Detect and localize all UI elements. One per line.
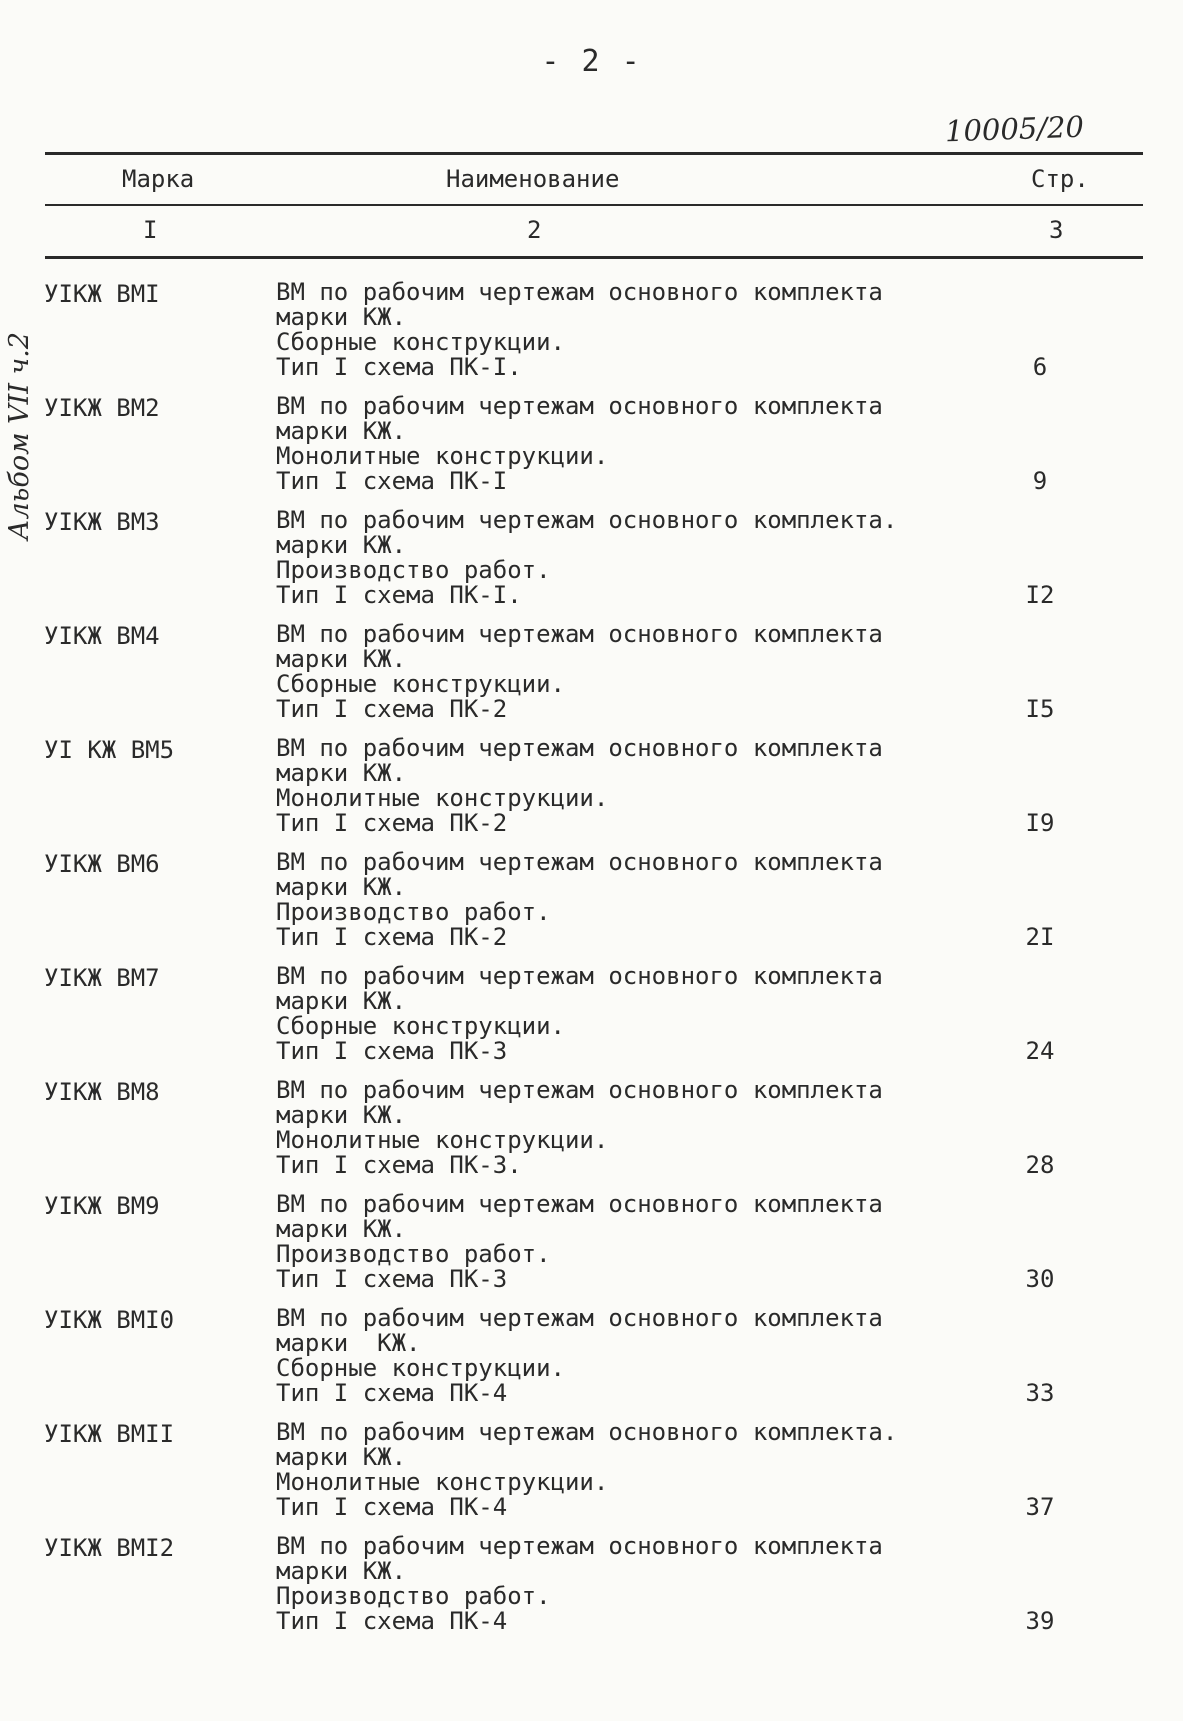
entry-page: I2 <box>1025 581 1055 609</box>
entry-line: ВМ по рабочим чертежам основного комплекта <box>276 278 883 306</box>
document-code: 10005/20 <box>944 109 1085 149</box>
entry-description <box>276 1534 883 1634</box>
entry-line: марки КЖ. <box>276 531 407 559</box>
entry-mark: УIКЖ ВМ4 <box>44 622 160 650</box>
entry-page: I5 <box>1025 695 1055 723</box>
entry-mark: УI КЖ ВМ5 <box>44 736 175 764</box>
entry-line: марки КЖ. <box>276 1443 407 1471</box>
entry-mark: УIКЖ ВМ8 <box>44 1078 160 1106</box>
entry-description <box>276 622 883 722</box>
entry-line: Тип I схема ПК-3 <box>276 1265 508 1293</box>
entry-line: ВМ по рабочим чертежам основного комплекта <box>276 962 883 990</box>
entry-line: Производство работ. <box>276 1582 551 1610</box>
entry-description <box>276 850 883 950</box>
column-number-1: I <box>143 216 158 244</box>
entry-page: 30 <box>1025 1265 1055 1293</box>
toc-entry <box>0 1416 1183 1530</box>
album-margin-note: Альбом VII ч.2 <box>4 331 35 540</box>
entry-line: ВМ по рабочим чертежам основного комплекта <box>276 392 883 420</box>
entry-line: Тип I схема ПК-3 <box>276 1037 508 1065</box>
entry-description <box>276 1420 897 1520</box>
entry-line: Тип I схема ПК-4 <box>276 1493 508 1521</box>
entry-description <box>276 280 883 380</box>
toc-entry <box>0 1188 1183 1302</box>
entry-line: марки КЖ. <box>276 873 407 901</box>
entry-line: марки КЖ. <box>276 1329 421 1357</box>
entry-page: 6 <box>1032 353 1048 381</box>
entry-line: марки КЖ. <box>276 303 407 331</box>
entry-line: марки КЖ. <box>276 1215 407 1243</box>
entry-page: 2I <box>1025 923 1055 951</box>
toc-entry <box>0 390 1183 504</box>
column-number-2: 2 <box>527 216 542 244</box>
entry-line: Тип I схема ПК-4 <box>276 1379 508 1407</box>
entry-page: 37 <box>1025 1493 1055 1521</box>
entry-line: ВМ по рабочим чертежам основного комплекта <box>276 1532 883 1560</box>
entry-line: марки КЖ. <box>276 759 407 787</box>
entry-description <box>276 508 897 608</box>
entry-mark: УIКЖ ВМ3 <box>44 508 160 536</box>
entry-line: марки КЖ. <box>276 1101 407 1129</box>
entry-line: Сборные конструкции. <box>276 1012 565 1040</box>
page-number: - 2 - <box>541 44 642 79</box>
entry-line: Производство работ. <box>276 1240 551 1268</box>
entry-line: ВМ по рабочим чертежам основного комплекта. <box>276 506 898 534</box>
entry-line: Тип I схема ПК-4 <box>276 1607 508 1635</box>
entry-line: Тип I схема ПК-I. <box>276 353 522 381</box>
entry-line: Тип I схема ПК-2 <box>276 695 508 723</box>
entry-line: Производство работ. <box>276 898 551 926</box>
entry-line: Монолитные конструкции. <box>276 784 609 812</box>
column-number-3: 3 <box>1049 216 1064 244</box>
entry-line: марки КЖ. <box>276 645 407 673</box>
toc-entry <box>0 504 1183 618</box>
entry-line: Тип I схема ПК-I <box>276 467 508 495</box>
entry-line: Монолитные конструкции. <box>276 1126 609 1154</box>
entry-description <box>276 394 883 494</box>
entry-line: ВМ по рабочим чертежам основного комплекта <box>276 620 883 648</box>
entry-line: ВМ по рабочим чертежам основного комплекта. <box>276 1418 898 1446</box>
column-header-name: Наименование <box>446 165 620 193</box>
toc-entry <box>0 1530 1183 1644</box>
entry-page: 33 <box>1025 1379 1055 1407</box>
entry-line: ВМ по рабочим чертежам основного комплекта <box>276 1076 883 1104</box>
entry-mark: УIКЖ ВМII <box>44 1420 175 1448</box>
entry-page: 9 <box>1032 467 1048 495</box>
entry-line: марки КЖ. <box>276 1557 407 1585</box>
entry-line: Сборные конструкции. <box>276 1354 565 1382</box>
toc-entry <box>0 1302 1183 1416</box>
entry-line: Тип I схема ПК-2 <box>276 923 508 951</box>
entry-mark: УIКЖ ВМ7 <box>44 964 160 992</box>
entry-mark: УIКЖ ВМ2 <box>44 394 160 422</box>
entry-page: 24 <box>1025 1037 1055 1065</box>
entry-mark: УIКЖ ВМI <box>44 280 160 308</box>
entry-line: Сборные конструкции. <box>276 328 565 356</box>
toc-entry <box>0 732 1183 846</box>
entry-line: ВМ по рабочим чертежам основного комплекта <box>276 1304 883 1332</box>
toc-entry <box>0 960 1183 1074</box>
entry-line: Монолитные конструкции. <box>276 442 609 470</box>
entry-page: I9 <box>1025 809 1055 837</box>
entry-line: ВМ по рабочим чертежам основного комплекта <box>276 848 883 876</box>
entry-page: 39 <box>1025 1607 1055 1635</box>
entry-line: Тип I схема ПК-3. <box>276 1151 522 1179</box>
column-header-page: Стр. <box>1031 165 1089 193</box>
entry-line: Сборные конструкции. <box>276 670 565 698</box>
entry-mark: УIКЖ ВМI0 <box>44 1306 175 1334</box>
entry-description <box>276 736 883 836</box>
entry-line: марки КЖ. <box>276 417 407 445</box>
entry-line: ВМ по рабочим чертежам основного комплекта <box>276 1190 883 1218</box>
entry-description <box>276 1306 883 1406</box>
entry-mark: УIКЖ ВМ6 <box>44 850 160 878</box>
entry-line: Тип I схема ПК-I. <box>276 581 522 609</box>
header-bottom-rule <box>45 256 1143 259</box>
entry-line: Монолитные конструкции. <box>276 1468 609 1496</box>
toc-entry <box>0 618 1183 732</box>
toc-entry <box>0 1074 1183 1188</box>
entry-page: 28 <box>1025 1151 1055 1179</box>
entry-description <box>276 1192 883 1292</box>
column-header-mark: Марка <box>122 165 195 193</box>
toc-entry <box>0 846 1183 960</box>
entry-line: ВМ по рабочим чертежам основного комплекта <box>276 734 883 762</box>
entry-mark: УIКЖ ВМ9 <box>44 1192 160 1220</box>
entry-line: Производство работ. <box>276 556 551 584</box>
header-middle-rule <box>45 204 1143 206</box>
table-of-contents <box>0 276 1183 1644</box>
entry-description <box>276 1078 883 1178</box>
header-top-rule <box>45 152 1143 155</box>
entry-mark: УIКЖ ВМI2 <box>44 1534 175 1562</box>
entry-line: Тип I схема ПК-2 <box>276 809 508 837</box>
entry-description <box>276 964 883 1064</box>
entry-line: марки КЖ. <box>276 987 407 1015</box>
toc-entry <box>0 276 1183 390</box>
